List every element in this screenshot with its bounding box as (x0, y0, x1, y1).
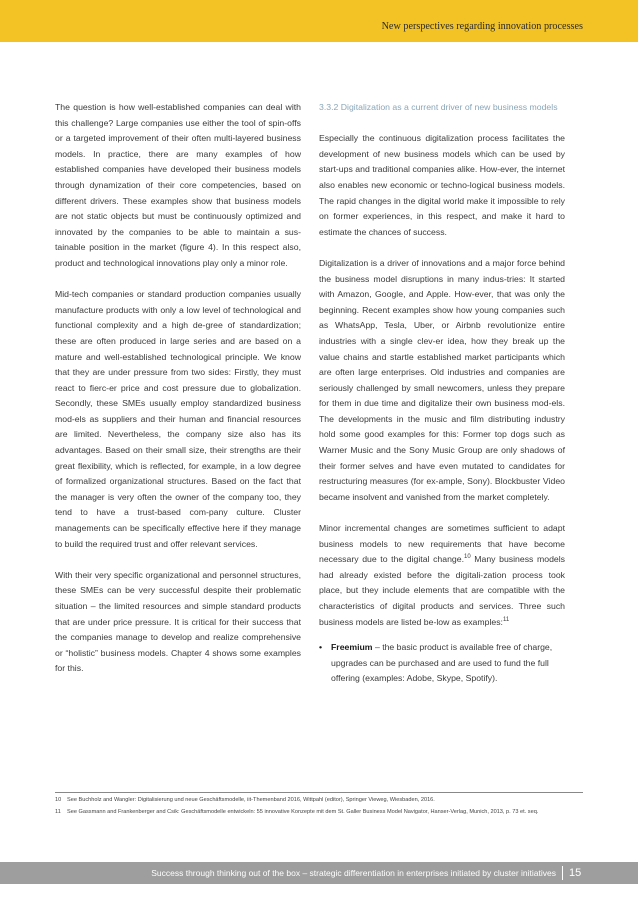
section-heading: 3.3.2 Digitalization as a current driver of new business models (319, 102, 558, 112)
footnote-number: 11 (55, 808, 61, 815)
page-number: 15 (569, 867, 582, 879)
footnote (55, 796, 583, 806)
footnotes (55, 796, 583, 820)
bullet-icon: • (319, 642, 323, 653)
right-column (319, 100, 565, 687)
bullet-item (319, 640, 565, 687)
running-header-title: New perspectives regarding innovation processes (381, 21, 583, 32)
body-paragraph: Digitalization is a driver of innovations and a major force behind the business model disruptions in many indus-tries: It started with Amazon, Google, and Apple. How-ever, that was only the beginning. Recent examples show how young companies such as WhatsApp, Tesla, Uber, or Airbnb revolutionize entire industries with a single clev-er idea, how they break up the value chains and startle established market participants which are often large enterprises. Old industries and companies are seriously challenged by small newcomers, unless they prepare for them in due time and digitalize their own business mod-els. The developments in the music and film distributing industry hold some good examples for this: Former top dogs such as Warner Music and the Sony Music Group are only shadows of their former selves and have even mutated to candidates for restructuring measures (for ex-ample, Sony). Blockbuster Video became insolvent and vanished from the market completely. (319, 257, 565, 502)
body-paragraph (319, 521, 565, 630)
bullet-description: – the basic product is available free of charge, upgrades can be purchased and are used to fund the full offering (examples: Adobe, Skype, Spotify). (331, 642, 553, 684)
footnote (55, 808, 583, 818)
left-column (55, 100, 301, 693)
body-paragraph: Especially the continuous digitalization process facilitates the development of new business models which can be used by start-ups and traditional companies alike. How-ever, the internet also enables new economic or techno-logical business models. The rapid changes in the digital world make it impossible to rely on former experiences, in this respect, and make it hard to estimate the chances of success. (319, 133, 565, 237)
footnote-ref[interactable]: 10 (464, 554, 471, 561)
paragraph-text: Minor incremental changes are sometimes sufficient to adapt business models to new requirements that have become necessary due to the digital change. (319, 523, 565, 565)
bullet-text (331, 640, 565, 687)
bullet-term: Freemium (331, 642, 373, 653)
body-paragraph: Mid-tech companies or standard production companies usually manufacture products with only a low level of technological and functional complexity and a high de-gree of standardization; these are often produced in large series and are based on a mature and well-established technological principle. We know that they are under pressure from two sides: Firstly, they must react to fierc-er price and cost pressure due to globalization. Secondly, these SMEs usually employ standardized business mod-els as suppliers and their human and financial resources are limited. Nevertheless, the company size also has its advantages. Based on their small size, their strengths are their great flexibility, which is reflected, for example, in a low degree of formalized organizational structures. Based on the fact that the manager is very often the owner of the company too, they tend to have a trust-based com-pany culture. Cluster managements can be specifically effective here if they manage to build the required trust and offer relevant services. (55, 289, 301, 549)
body-paragraph: With their very specific organizational and personnel structures, these SMEs can be very successful despite their problematic situation – the limited resources and simple standard products that are under price pressure. It is critical for their success that the companies manage to develop and realize comprehensive or “holistic” business models. Chapter 4 shows some examples for this. (55, 569, 301, 674)
header-bar (0, 0, 638, 42)
footer-title: Success through thinking out of the box – strategic differentiation in enterprises initiated by cluster initiatives (151, 868, 556, 878)
body-paragraph: The question is how well-established companies can deal with this challenge? Large companies use either the tool of spin-offs or a targeted improvement of their often multi-layered business models. In practice, there are many examples of how established companies have developed their business models through dynamization of their core competencies, based on different drivers. These examples show that business models are not static objects but must be continuously optimized and innovated by the companies to be able to maintain a sus-tainable position in the market (figure 4). In this respect also, product and technological innovations play only a minor role. (55, 102, 301, 268)
footnote-text: See Buchholz and Wangler: Digitalisierung und neue Geschäftsmodelle, iit-Themenband 2016, Wittpahl (editor), Springer Vieweg, Wiesbaden, 2016. (67, 797, 435, 803)
footer-bar (0, 862, 638, 884)
paragraph-text: Many business models had already existed before the digitali-zation process took place, but they include elements that are compatible with the characteristics of digital products and services. Three such business models are listed be-low as examples: (319, 554, 566, 627)
footnote-text: See Gassmann and Frankenberger and Csik: Geschäftsmodelle entwickeln: 55 innovative Konzepte mit dem St. Galler Business Model Navigator, Hanser-Verlag, Munich, 2013, p. 73 et. seq. (67, 808, 539, 815)
footnote-divider (55, 792, 583, 793)
footnote-number: 10 (55, 797, 62, 803)
footer-separator (562, 866, 563, 880)
footnote-ref[interactable]: 11 (502, 616, 510, 623)
